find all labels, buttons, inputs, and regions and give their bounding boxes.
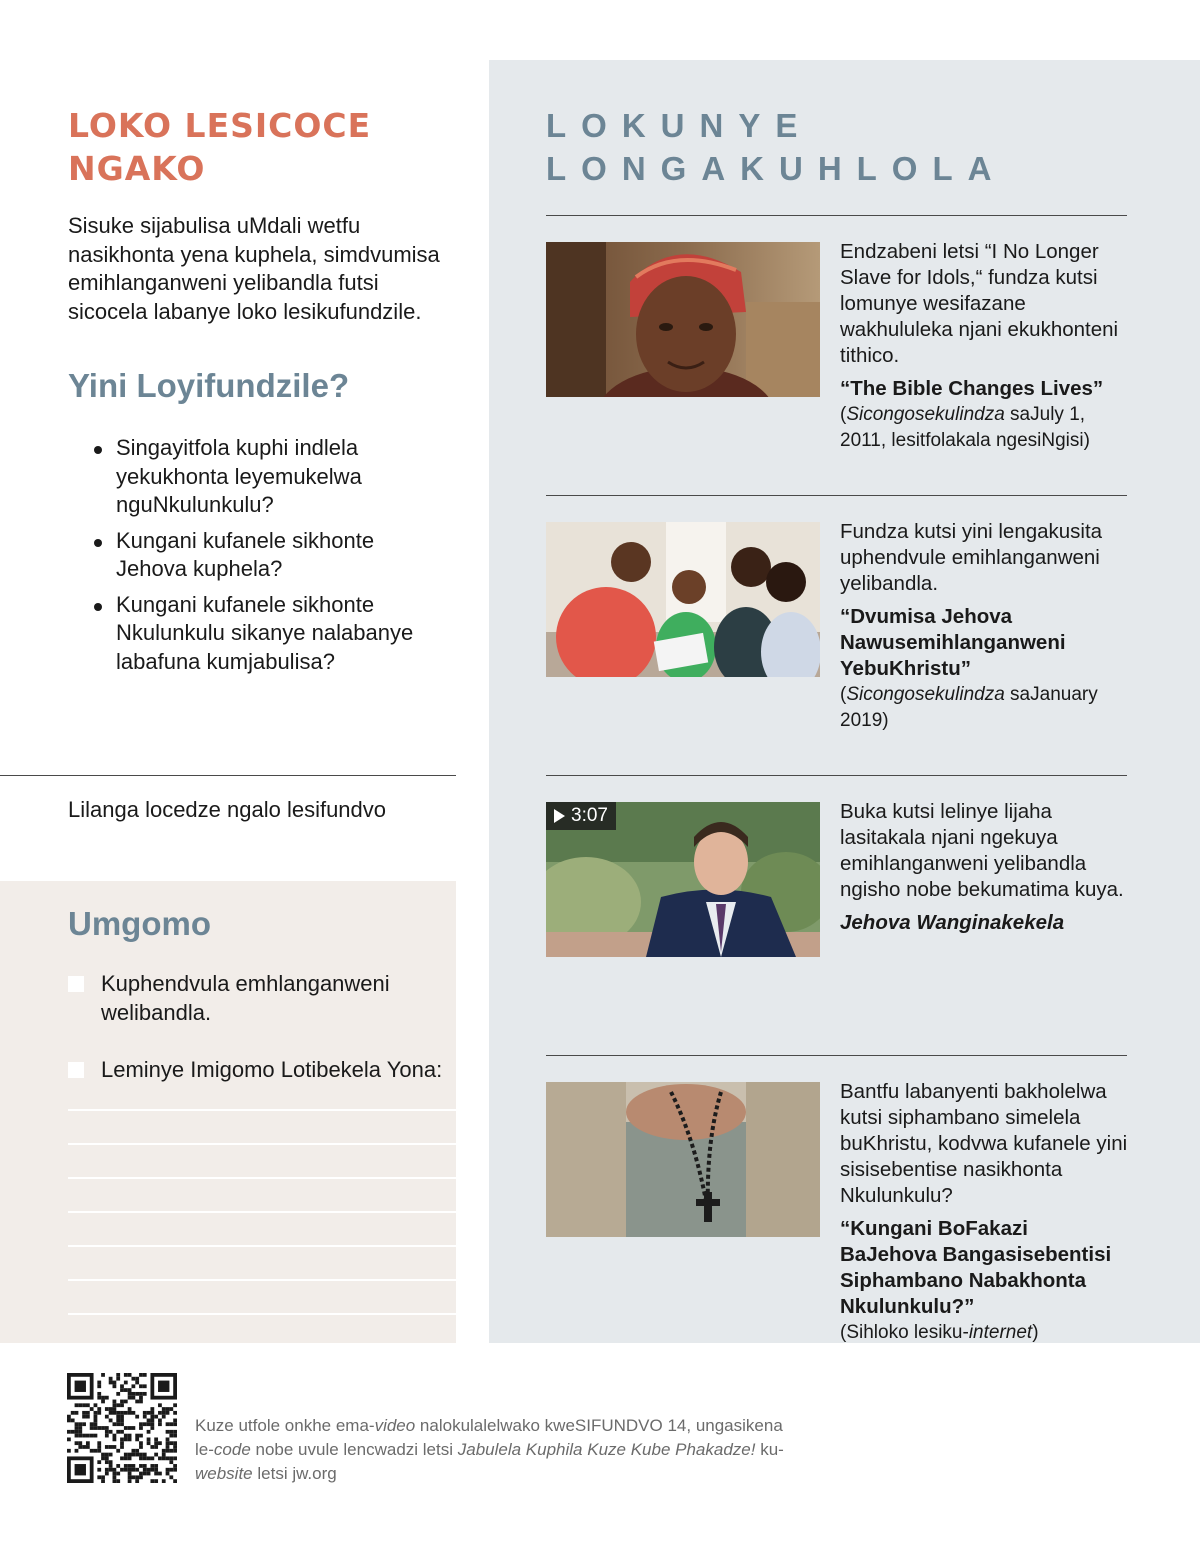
video-duration: 3:07 bbox=[571, 805, 608, 826]
completed-date-label[interactable]: Lilanga locedze ngalo lesifundvo bbox=[68, 797, 387, 822]
explore-title: LOKUNYE LONGAKUHLOLA bbox=[546, 107, 1007, 187]
writing-line[interactable] bbox=[68, 1211, 456, 1213]
checkbox-icon[interactable] bbox=[68, 976, 84, 992]
goal-item-answer[interactable] bbox=[68, 970, 453, 1027]
learned-heading: Yini Loyifundzile? bbox=[68, 367, 350, 404]
goal-item-other[interactable] bbox=[68, 1056, 453, 1085]
explore-card bbox=[840, 519, 1130, 734]
section-divider bbox=[546, 215, 1127, 216]
card-source: (Sicongosekulindza saJanuary 2019) bbox=[840, 684, 1098, 731]
card-link-title[interactable]: Jehova Wanginakekela bbox=[840, 911, 1065, 934]
card-link-title[interactable]: “The Bible Changes Lives” bbox=[840, 377, 1104, 400]
bullet-icon bbox=[94, 446, 102, 454]
question-text: Kungani kufanele sikhonte Jehova kuphela? bbox=[116, 527, 375, 581]
question-item bbox=[92, 527, 442, 584]
writing-line[interactable] bbox=[68, 1279, 456, 1281]
card-link-title[interactable]: “Kungani BoFakazi BaJehova Bangasisebentisi Siphambano Nabakhonta Nkulunkulu?” bbox=[840, 1217, 1112, 1318]
question-text: Kungani kufanele sikhonte Nkulunkulu sikanye nalabanye labafuna kumjabulisa? bbox=[116, 591, 414, 674]
goal-panel bbox=[0, 881, 456, 1343]
video-duration-badge bbox=[546, 802, 616, 830]
bullet-icon bbox=[94, 603, 102, 611]
card-source: (Sicongosekulindza saJuly 1, 2011, lesitfolakala ngesiNgisi) bbox=[840, 404, 1090, 451]
checkbox-icon[interactable] bbox=[68, 1062, 84, 1078]
card-link-title[interactable]: “Dvumisa Jehova Nawusemihlanganweni YebuKhristu” bbox=[840, 605, 1066, 680]
card-description: Fundza kutsi yini lengakusita uphendvule emihlanganweni yelibandla. bbox=[840, 520, 1103, 595]
play-icon bbox=[554, 809, 565, 823]
bullet-icon bbox=[94, 539, 102, 547]
section-divider bbox=[546, 495, 1127, 496]
rosary-photo[interactable] bbox=[546, 1082, 820, 1237]
section-divider bbox=[546, 1055, 1127, 1056]
review-text: Sisuke sijabulisa uMdali wetfu nasikhonta yena kuphela, simdvumisa emihlanganweni yelibandla futsi sicocela labanye loko lesikufundzile. bbox=[68, 213, 440, 324]
card-source: (Sihloko lesiku-internet) bbox=[840, 1322, 1039, 1343]
goal-heading: Umgomo bbox=[68, 905, 211, 942]
writing-line[interactable] bbox=[68, 1245, 456, 1247]
completed-divider bbox=[0, 775, 456, 776]
question-item bbox=[92, 434, 442, 520]
explore-card bbox=[840, 799, 1130, 936]
card-description: Buka kutsi lelinye lijaha lasitakala njani ngekuya emihlanganweni yelibandla ngisho nobe bekumatima kuya. bbox=[840, 800, 1124, 901]
goal-item-label: Kuphendvula emhlanganweni welibandla. bbox=[101, 971, 390, 1025]
card-description: Bantfu labanyenti bakholelwa kutsi siphambano simelela buKhristu, kodvwa kufanele yini sisisebentise nasikhonta Nkulunkulu? bbox=[840, 1080, 1128, 1207]
goal-item-label: Leminye Imigomo Lotibekela Yona: bbox=[101, 1057, 443, 1082]
question-item bbox=[92, 591, 442, 677]
explore-card bbox=[840, 239, 1130, 454]
writing-line[interactable] bbox=[68, 1313, 456, 1315]
question-text: Singayitfola kuphi indlela yekukhonta leyemukelwa nguNkulunkulu? bbox=[116, 435, 362, 517]
footer-note: Kuze utfole onkhe ema-video nalokulalelwako kweSIFUNDVO 14, ungasikena le-code nobe uvule lencwadzi letsi Jabulela Kuphila Kuze Kube Phakadze! ku-website letsi jw.org bbox=[195, 1416, 784, 1483]
card-description: Endzabeni letsi “I No Longer Slave for Idols,“ fundza kutsi lomunye wesifazane wakhululeka njani ekukhonteni tithico. bbox=[840, 240, 1119, 367]
writing-line[interactable] bbox=[68, 1109, 456, 1111]
review-title: LOKO LESICOCE NGAKO bbox=[68, 106, 372, 188]
section-divider bbox=[546, 775, 1127, 776]
question-list bbox=[92, 434, 442, 683]
explore-card bbox=[840, 1079, 1130, 1346]
writing-line[interactable] bbox=[68, 1177, 456, 1179]
elderly-woman-photo[interactable] bbox=[546, 242, 820, 397]
writing-line[interactable] bbox=[68, 1143, 456, 1145]
family-study-photo[interactable] bbox=[546, 522, 820, 677]
man-in-suit-video[interactable] bbox=[546, 802, 820, 957]
qr-code-icon[interactable] bbox=[67, 1373, 177, 1483]
